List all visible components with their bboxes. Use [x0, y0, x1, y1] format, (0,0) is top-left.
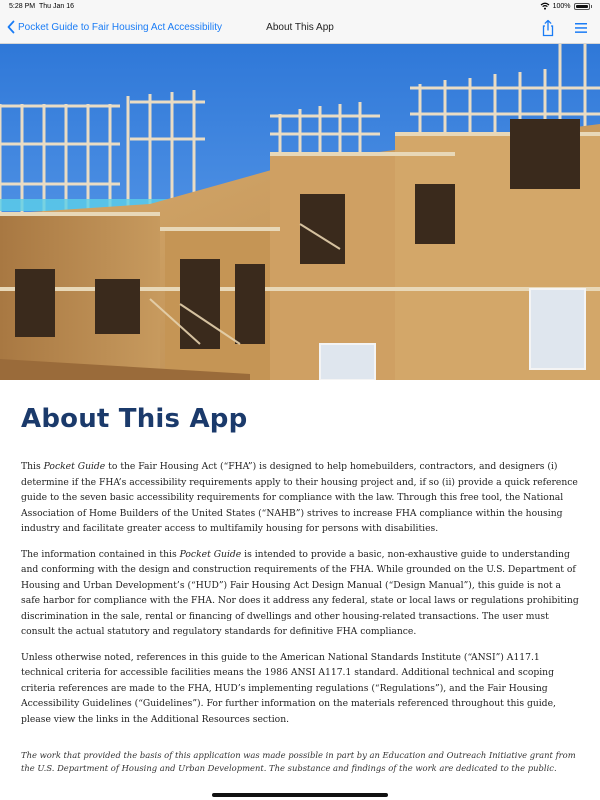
battery-percent: 100% [552, 2, 571, 10]
navigation-bar [0, 14, 600, 44]
status-time: 5:28 PM [9, 3, 36, 10]
back-button[interactable] [6, 20, 222, 34]
disclaimer-text-rest: is intended to provide a basic, non-exhaustive guide to understanding and conforming with the design and construction requirements of the FHA. While grounded on the U.S. Department of Housing and Urban Development’s (“HUD”) Fair Housing Act Design Manual (“Design Manual”), this guide is not a safe harbor for compliance with the FHA. Nor does it address any federal, state or local laws or regulations prohibiting discrimination in the sale, rental or financing of dwellings and other housing-related transactions. The user must consult the actual statutory and regulatory standards for definitive FHA compliance. [21, 548, 579, 637]
battery-icon [574, 3, 590, 10]
disclaimer-paragraph [21, 547, 579, 640]
hero-image [0, 44, 600, 380]
battery-tip [591, 5, 593, 8]
references-paragraph: Unless otherwise noted, references in this guide to the American National Standards Institute (“ANSI”) A117.1 technical criteria for accessible facilities means the 1986 ANSI A117.1 standard. Additional technical and scoping criteria references are made to the FHA, HUD’s implementing regulations (“Regulations”), and the Fair Housing Accessibility Guidelines (“Guidelines”). For further information on the materials referenced throughout this guide, please view the links in the Additional Resources section. [21, 651, 556, 725]
intro-pocket-guide: Pocket Guide [43, 461, 106, 472]
disclaimer-pocket-guide: Pocket Guide [179, 548, 242, 560]
hamburger-menu-icon[interactable] [575, 22, 587, 34]
nav-title: About This App [266, 22, 334, 33]
disclaimer-text-start: The information contained in this [21, 548, 180, 560]
grant-credit: The work that provided the basis of this application was made possible in part by an Education and Outreach Initiative grant from the U.S. Department of Housing and Urban Development. The substance and findings of the work are dedicated to the public. [21, 750, 576, 773]
share-icon[interactable] [541, 19, 555, 37]
about-content [21, 380, 579, 775]
home-indicator[interactable] [212, 793, 388, 797]
status-right [540, 2, 592, 10]
status-date: Thu Jan 16 [39, 3, 75, 10]
page-title: About This App [21, 404, 248, 434]
back-button-label: Pocket Guide to Fair Housing Act Accessibility [18, 21, 222, 33]
wifi-icon [540, 2, 550, 10]
status-bar [0, 0, 600, 14]
intro-text-rest: to the Fair Housing Act (“FHA”) is designed to help homebuilders, contractors, and designers (i) determine if the FHA’s accessibility requirements apply to their housing project and, if so (ii) provide a quick reference guide to the seven basic accessibility requirements for compliance with the law. Through this free tool, the National Association of Home Builders of the United States (“NAHB”) strives to increase FHA compliance within the housing industry and facilitate greater access to multifamily housing for persons with disabilities. [21, 461, 578, 534]
chevron-left-icon [6, 20, 16, 34]
intro-paragraph [21, 459, 579, 537]
intro-text-start: This [21, 461, 44, 472]
